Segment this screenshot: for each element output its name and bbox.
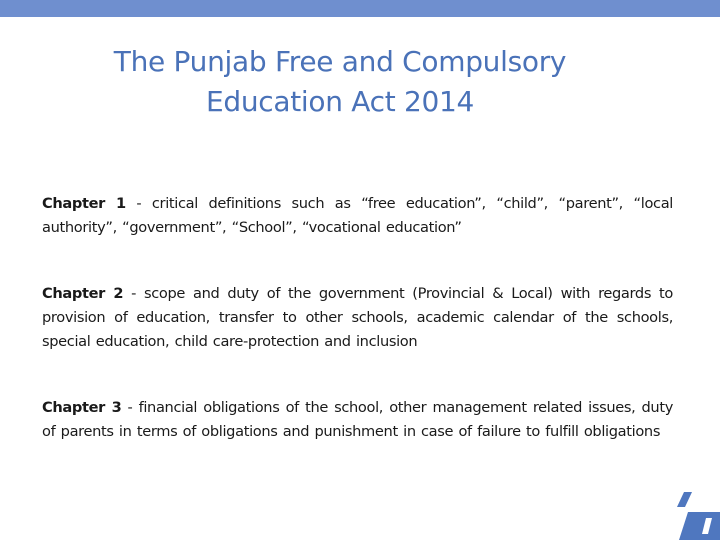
chapter-3-separator: - <box>121 399 139 416</box>
chapter-2-heading: Chapter 2 <box>42 285 124 302</box>
chapter-2-separator: - <box>123 285 144 302</box>
slide-title-line-1: The Punjab Free and Compulsory <box>113 45 567 78</box>
chapter-1-paragraph <box>42 192 673 240</box>
chapter-3-heading: Chapter 3 <box>42 399 122 416</box>
slide-title-line-2: Education Act 2014 <box>205 85 475 118</box>
corner-logo-icon <box>670 490 720 540</box>
chapter-3-text: financial obligations of the school, other management related issues, duty of parents in terms of obligations and punishment in case of failure to fulfill obligations <box>42 399 673 440</box>
chapter-2-text: scope and duty of the government (Provincial & Local) with regards to provision of education, transfer to other schools, academic calendar of the schools, special education, child care-protection and inclusion <box>42 285 673 350</box>
chapter-1-text: critical definitions such as “free education”, “child”, “parent”, “local authority”, “government”, “School”, “vocational education” <box>42 195 673 236</box>
slide-title <box>40 42 640 122</box>
chapter-2-paragraph <box>42 282 673 354</box>
chapter-3-paragraph <box>42 396 673 444</box>
top-accent-bar <box>0 0 720 17</box>
chapter-1-heading: Chapter 1 <box>42 195 126 212</box>
chapter-1-separator: - <box>125 195 152 212</box>
